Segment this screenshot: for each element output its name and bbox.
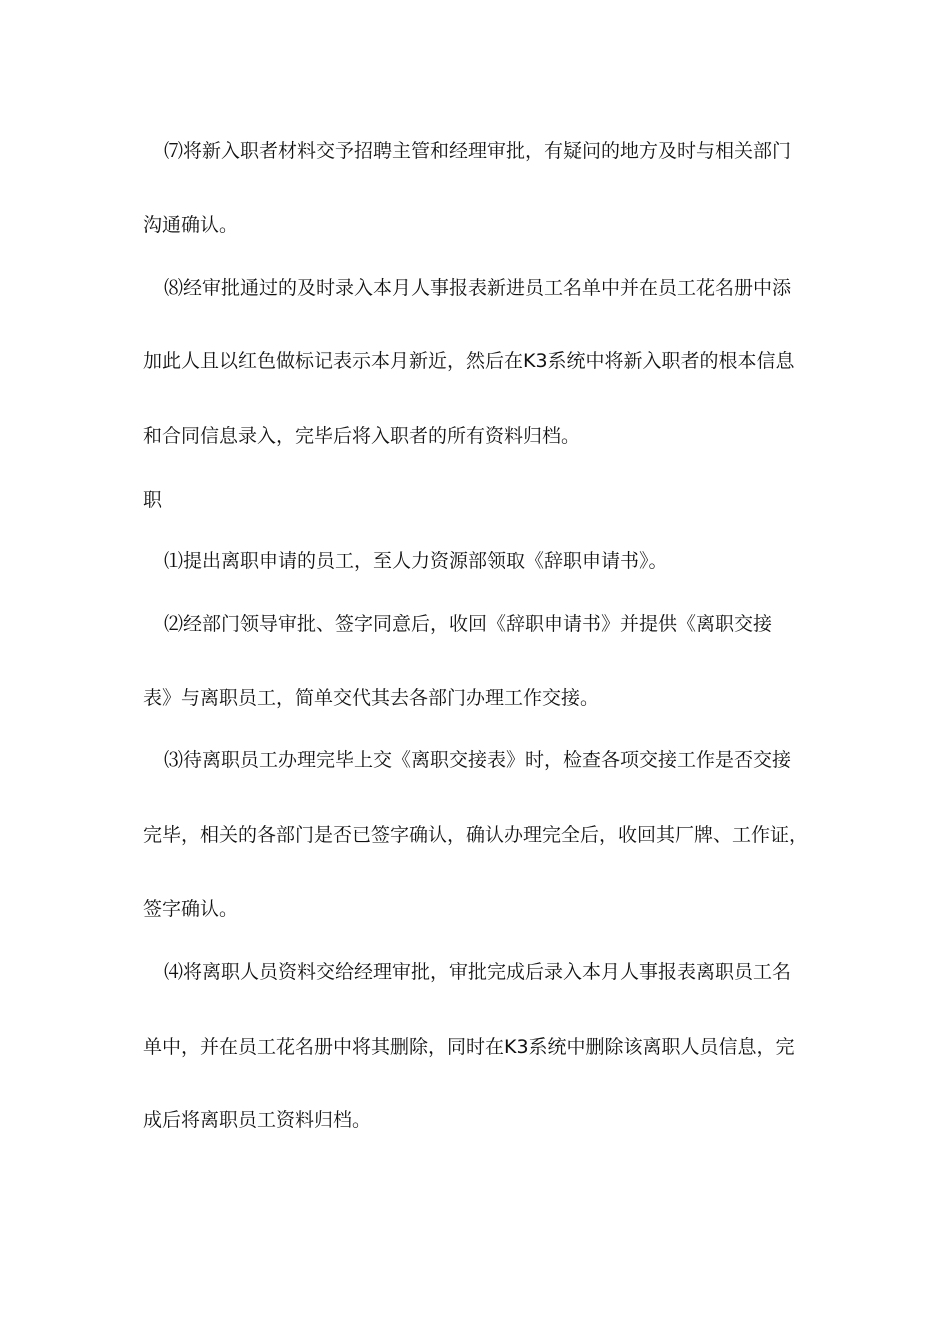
paragraph-3-line-1: ⑶待离职员工办理完毕上交《离职交接表》时，检查各项交接工作是否交接 xyxy=(164,749,792,771)
paragraph-2-line-2: 表》与离职员工，简单交代其去各部门办理工作交接。 xyxy=(143,687,600,709)
paragraph-1-line-1: ⑴提出离职申请的员工，至人力资源部领取《辞职申请书》。 xyxy=(164,550,668,572)
paragraph-4-line-2: 单中，并在员工花名册中将其删除，同时在K3系统中删除该离职人员信息，完 xyxy=(143,1036,795,1058)
paragraph-8-line-2: 加此人且以红色做标记表示本月新近，然后在K3系统中将新入职者的根本信息 xyxy=(143,350,795,372)
paragraph-2-line-1: ⑵经部门领导审批、签字同意后，收回《辞职申请书》并提供《离职交接 xyxy=(164,613,773,635)
paragraph-8-line-1: ⑻经审批通过的及时录入本月人事报表新进员工名单中并在员工花名册中添 xyxy=(164,277,792,299)
paragraph-4-line-3: 成后将离职员工资料归档。 xyxy=(143,1109,372,1131)
paragraph-8-line-3: 和合同信息录入，完毕后将入职者的所有资料归档。 xyxy=(143,425,581,447)
paragraph-7-line-2: 沟通确认。 xyxy=(143,214,239,236)
paragraph-3-line-3: 签字确认。 xyxy=(143,898,239,920)
paragraph-4-line-1: ⑷将离职人员资料交给经理审批，审批完成后录入本月人事报表离职员工名 xyxy=(164,961,792,983)
paragraph-7-line-1: ⑺将新入职者材料交予招聘主管和经理审批，有疑问的地方及时与相关部门 xyxy=(164,140,792,162)
section-heading: 职 xyxy=(143,489,163,511)
paragraph-3-line-2: 完毕，相关的各部门是否已签字确认，确认办理完全后，收回其厂牌、工作证， xyxy=(143,824,809,846)
